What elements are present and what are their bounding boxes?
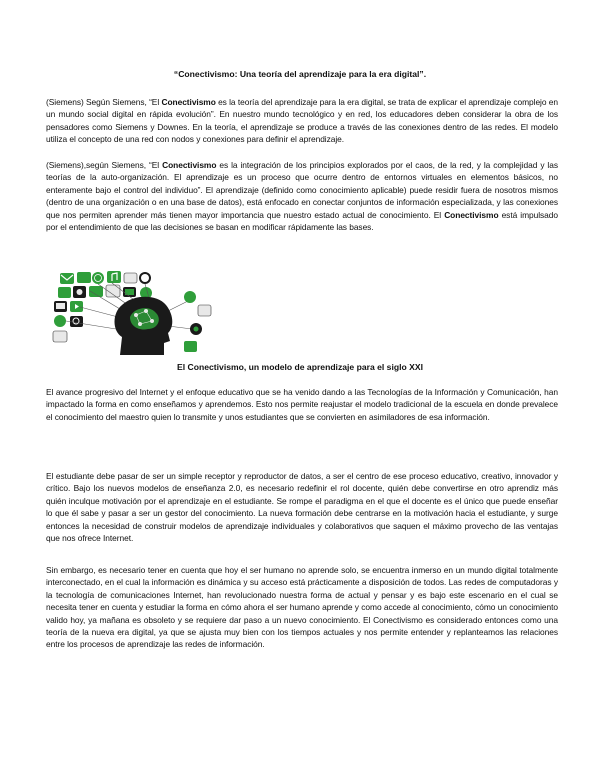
head-silhouette <box>115 297 173 355</box>
document-icon <box>198 305 211 316</box>
music-icon <box>107 271 121 283</box>
paragraph-2 <box>46 159 558 233</box>
heading-siglo-xxi: El Conectivismo, un modelo de aprendizaje para el siglo XXI <box>177 362 423 372</box>
user-icon <box>54 315 66 327</box>
printer-icon <box>184 341 197 352</box>
p1-bold-term: Conectivismo <box>161 97 216 107</box>
book-icon <box>53 331 67 342</box>
heading-conectivismo: “Conectivismo: Una teoría del aprendizaje para la era digital”. <box>173 69 427 79</box>
p2-bold-term: Conectivismo <box>162 160 217 170</box>
p1-text-end: es la teoría del aprendizaje para la era digital, se trata de explicar el aprendizaje complejo en un mundo social digital en rápida evolución”. En nuestro mundo tecnológico y en red, los educadores deben considerar la obra de los pensadores como Siemens y Downes. En la teoría, el aprendizaje se produce a través de las conexiones dentro de las redes. El modelo utiliza el concepto de una red con nodos y conexiones para definir el aprendizaje. <box>46 97 558 145</box>
cloud-icon <box>184 291 196 303</box>
p2-text-start: (Siemens),según Siemens, “El <box>46 160 163 170</box>
p2-text-middle: es la integración de los principios explorados por el caos, de la red, y la complejidad y las teorías de la auto-organización. El aprendizaje es un proceso que ocurre dentro de entornos virtuales en elementos básicos, no enteramente bajo el control del individuo”. El aprendizaje (definido como conocimiento aplicable) puede residir fuera de nosotros mismos (dentro de una organización o en una base de datos), está enfocado en conectar conjuntos de información especializada, y las conexiones que nos permiten aprender más tienen mayor importancia que nuestro estado actual de conocimiento. El <box>46 160 558 220</box>
globe-icon <box>92 272 104 284</box>
paragraph-1 <box>46 96 558 146</box>
connectivism-illustration <box>50 271 216 355</box>
paragraph-4: El estudiante debe pasar de ser un simple receptor y reproductor de datos, a ser el centro de ese proceso educativo, creativo, innovador y crítico. Bajo los nuevos modelos de enseñanza 2.0, es necesario redefinir el rol docente, quién debe convertirse en otro aprendiz más quién inculque motivación por el aprendizaje en el estudiante. Se rompe el paradigma en el que el docente es el único que puede enseñar lo que él sabe y pasar a ser un gestor del conocimiento. La nueva formación debe centrarse en la motivación hacia el estudiante, y surge entonces la necesidad de construir modelos de aprendizaje individuales y colaborativos que saquen el máximo provecho de las ventajas que nos ofrece Internet. <box>46 471 558 544</box>
right-icons-group <box>184 291 211 352</box>
paragraph-5: Sin embargo, es necesario tener en cuenta que hoy el ser humano no aprende solo, se encuentra inmerso en un mundo digital totalmente interconectado, en el cual la información es dinámica y su acceso está prácticamente a disposición de todos. Las redes de computadoras y la tecnología de comunicaciones Internet, han revolucionado nuestra forma de actual y pensar y es bajo este escenario en el cual se necesita tener en cuenta y estudiar la forma en cómo ahora el ser humano aprende y como accede al conocimiento, cómo un conocimiento valido hoy, ya mañana es obsoleto y se requiere dar paso a un nuevo conocimiento. El Conectivismo es considerado entonces como una teoría de la nueva era digital, ya que se ajusta muy bien con los tiempos actuales y nos permite entender y replanteamos las relaciones entre los procesos de aprendizaje las redes de información. <box>46 565 558 650</box>
p1-text-start: (Siemens) Según Siemens, “El <box>46 97 162 107</box>
paragraph-3: El avance progresivo del Internet y el enfoque educativo que se ha venido dando a las Tecnologías de la Información y Comunicación, han impactado la forma en como enseñamos y aprendemos. Esto nos permite reajustar el modelo tradicional de la escuela en donde prevalece el conocimiento del maestro quien lo transmite y unos estudiantes que se convierten en asimiladores de esa información. <box>46 387 558 422</box>
email-icon <box>60 273 74 284</box>
folder-icon <box>124 273 137 283</box>
chat-icon <box>77 272 91 283</box>
p2-text-end: está impulsado por el entendimiento de que las decisiones se basan en modificar rápidamente las bases. <box>46 209 558 233</box>
p2-bold-term-2: Conectivismo <box>444 209 499 220</box>
camera-icon <box>58 287 71 298</box>
